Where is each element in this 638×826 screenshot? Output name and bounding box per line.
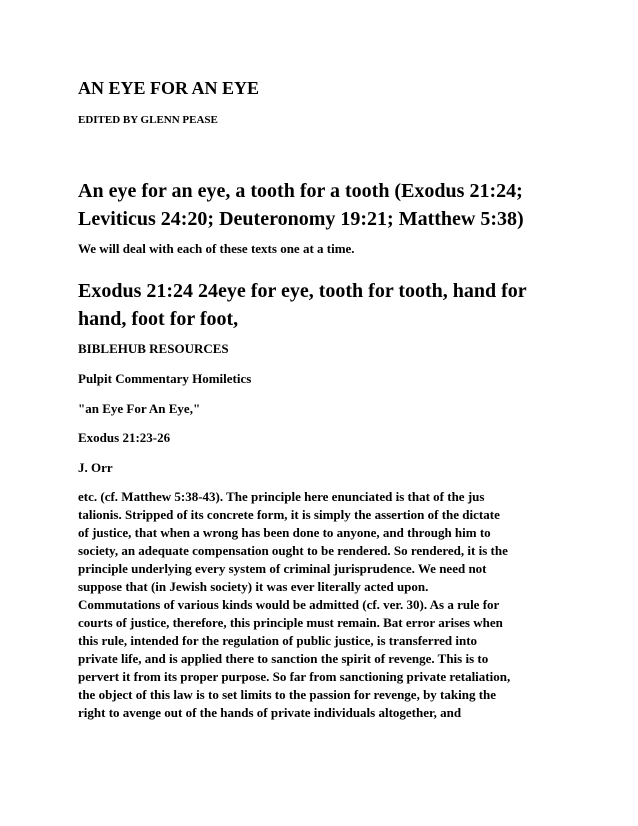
paragraph-line: suppose that (in Jewish society) it was ever literally acted upon. — [78, 579, 429, 594]
paragraph-line: etc. (cf. Matthew 5:38-43). The principle here enunciated is that of the jus — [78, 489, 485, 504]
paragraph-line: talionis. Stripped of its concrete form, it is simply the assertion of the dictate — [78, 507, 500, 522]
quote-title: "an Eye For An Eye," — [78, 401, 201, 416]
author-name: J. Orr — [78, 460, 113, 475]
section-heading-line-2: hand, foot for foot, — [78, 308, 239, 330]
commentary-label: Pulpit Commentary Homiletics — [78, 371, 252, 386]
section-heading-line-1: Exodus 21:24 24eye for eye, tooth for tooth, hand for — [78, 280, 527, 302]
paragraph-line: pervert it from its proper purpose. So far from sanctioning private retaliation, — [78, 669, 511, 684]
paragraph-line: private life, and is applied there to sanction the spirit of revenge. This is to — [78, 651, 489, 666]
paragraph-line: the object of this law is to set limits to the passion for revenge, by taking the — [78, 687, 497, 702]
section-heading — [78, 277, 527, 333]
paragraph-line: of justice, that when a wrong has been done to anyone, and through him to — [78, 525, 491, 540]
paragraph-line: this rule, intended for the regulation of public justice, is transferred into — [78, 633, 478, 648]
scripture-reference: Exodus 21:23-26 — [78, 430, 171, 445]
main-heading-line-2: Leviticus 24:20; Deuteronomy 19:21; Matthew 5:38) — [78, 208, 524, 230]
paragraph-line: courts of justice, therefore, this principle must remain. Bat error arises when — [78, 615, 503, 630]
intro-text: We will deal with each of these texts one at a time. — [78, 241, 355, 256]
paragraph-line: Commutations of various kinds would be admitted (cf. ver. 30). As a rule for — [78, 597, 500, 612]
main-heading-line-1: An eye for an eye, a tooth for a tooth (Exodus 21:24; — [78, 180, 523, 202]
main-heading — [78, 177, 524, 233]
paragraph-line: society, an adequate compensation ought to be rendered. So rendered, it is the — [78, 543, 508, 558]
source-label: BIBLEHUB RESOURCES — [78, 341, 229, 356]
commentary-paragraph — [78, 488, 568, 722]
editor-credit: EDITED BY GLENN PEASE — [78, 114, 218, 126]
paragraph-line: principle underlying every system of criminal jurisprudence. We need not — [78, 561, 487, 576]
paragraph-line: right to avenge out of the hands of private individuals altogether, and — [78, 705, 462, 720]
document-title: AN EYE FOR AN EYE — [78, 78, 260, 98]
